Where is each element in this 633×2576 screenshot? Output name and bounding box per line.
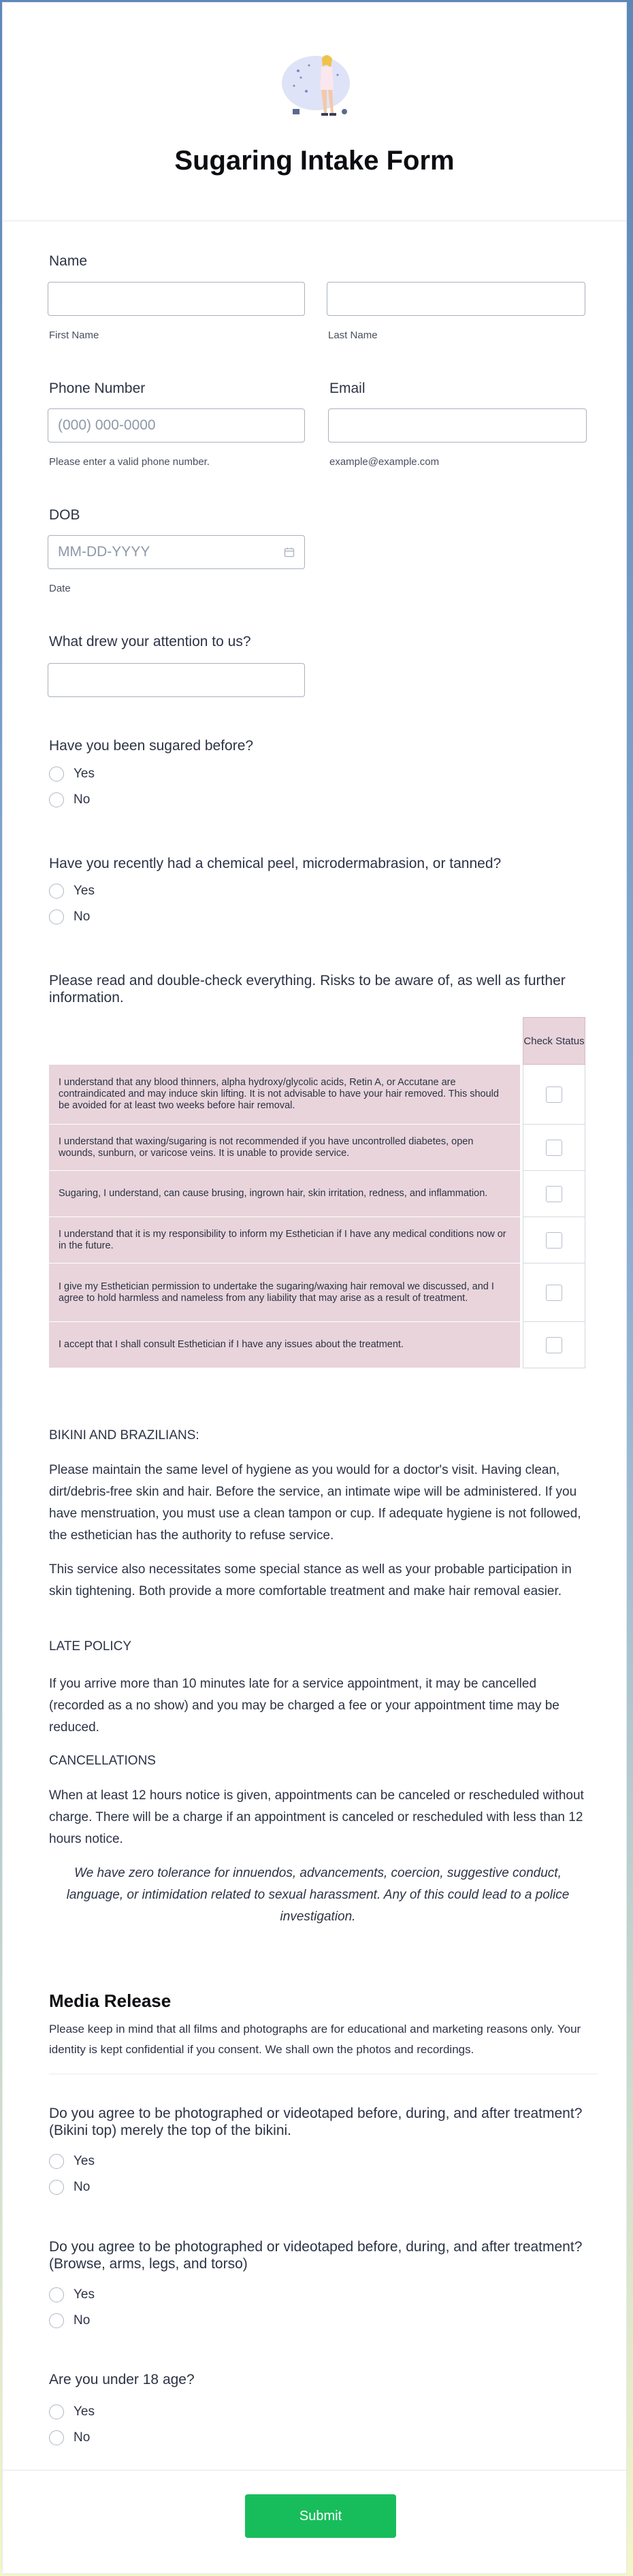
checkbox[interactable] xyxy=(546,1232,562,1249)
checkbox[interactable] xyxy=(546,1140,562,1156)
attention-label: What drew your attention to us? xyxy=(49,634,251,649)
bikini-paragraph-2: This service also necessitates some special stance as well as your probable participation in skin tightening. Both provide a more comfortable treatment and make hair removal easier. xyxy=(49,1562,572,1598)
matrix-row-text: I understand that any blood thinners, alpha hydroxy/glycolic acids, Retin A, or Accutane are contraindicated and may induce skin lifting. It is not advisable to have your hair removed. This should be avoided for at least two weeks before hair removal. xyxy=(49,1065,520,1125)
matrix-row-check[interactable] xyxy=(523,1171,585,1217)
radio-label: Yes xyxy=(74,2404,95,2419)
phone-input[interactable]: (000) 000-0000 xyxy=(48,408,305,442)
form-header xyxy=(3,3,626,221)
matrix-row-check[interactable] xyxy=(523,1217,585,1263)
late-policy-paragraph: If you arrive more than 10 minutes late for a service appointment, it may be cancelled (recorded as a no show) and you may be charged a fee or your appointment time may be reduced. xyxy=(49,1677,559,1735)
media-q1-label: Do you agree to be photographed or videotaped before, during, and after treatment? (Bikini top) merely the top of the bikini. xyxy=(49,2106,583,2138)
radio-label: Yes xyxy=(74,2287,95,2302)
radio-circle[interactable] xyxy=(49,2404,64,2419)
media-q1-option-no[interactable] xyxy=(49,2180,90,2195)
email-label: Email xyxy=(329,381,366,396)
radio-label: No xyxy=(74,2430,91,2445)
matrix-row-check[interactable] xyxy=(523,1322,585,1368)
media-q3-option-yes[interactable] xyxy=(49,2404,95,2419)
matrix-row-check[interactable] xyxy=(523,1263,585,1322)
matrix-row-text: I understand that waxing/sugaring is not recommended if you have uncontrolled diabetes, open wounds, sunburn, or varicose veins. It is unable to provide service. xyxy=(49,1125,520,1171)
attention-input[interactable] xyxy=(48,663,305,697)
cancellations-paragraph: When at least 12 hours notice is given, appointments can be canceled or rescheduled without charge. There will be a charge if an appointment is canceled or rescheduled with less than 12 hours notice. xyxy=(49,1788,584,1846)
sugared-option-no[interactable] xyxy=(49,792,90,807)
checkbox[interactable] xyxy=(546,1186,562,1202)
bikini-paragraph-1: Please maintain the same level of hygiene as you would for a doctor's visit. Having clean, dirt/debris-free skin and hair. Before the service, an intimate wipe will be administered. If you have menstruation, you must use a clean tampon or cup. If adequate hygiene is not followed, the esthetician has the authority to refuse service. xyxy=(49,1463,581,1543)
media-q2-option-no[interactable] xyxy=(49,2313,90,2328)
radio-label: No xyxy=(74,909,91,924)
radio-label: Yes xyxy=(74,767,95,781)
radio-circle[interactable] xyxy=(49,2287,64,2302)
radio-circle[interactable] xyxy=(49,2430,64,2445)
cancellations-heading: CANCELLATIONS xyxy=(49,1754,156,1768)
media-q2-option-yes[interactable] xyxy=(49,2287,95,2302)
matrix-row-text: I accept that I shall consult Esthetician if I have any issues about the treatment. xyxy=(49,1322,520,1368)
dob-input[interactable] xyxy=(48,535,305,569)
phone-label: Phone Number xyxy=(49,381,146,396)
radio-circle[interactable] xyxy=(49,2180,64,2195)
matrix-label: Please read and double-check everything. Risks to be aware of, as well as further information. xyxy=(49,973,566,1005)
matrix-column-header: Check Status xyxy=(523,1017,585,1065)
form-title: Sugaring Intake Form xyxy=(174,146,455,176)
woman-illustration-logo xyxy=(276,50,361,120)
sugared-label: Have you been sugared before? xyxy=(49,738,254,754)
radio-circle[interactable] xyxy=(49,767,64,782)
last-name-input[interactable] xyxy=(327,282,585,316)
peel-label: Have you recently had a chemical peel, microdermabrasion, or tanned? xyxy=(49,856,502,871)
media-q3-label: Are you under 18 age? xyxy=(49,2372,195,2387)
radio-circle[interactable] xyxy=(49,909,64,924)
sugared-option-yes[interactable] xyxy=(49,767,95,782)
checkbox[interactable] xyxy=(546,1337,562,1353)
matrix-row-check[interactable] xyxy=(523,1125,585,1171)
name-label: Name xyxy=(49,253,88,269)
media-q1-option-yes[interactable] xyxy=(49,2154,95,2169)
dob-placeholder: MM-DD-YYYY xyxy=(58,544,150,560)
radio-circle[interactable] xyxy=(49,2313,64,2328)
checkbox[interactable] xyxy=(546,1285,562,1301)
first-name-input[interactable] xyxy=(48,282,305,316)
radio-label: Yes xyxy=(74,884,95,898)
matrix-row-check[interactable] xyxy=(523,1065,585,1125)
dob-sublabel: Date xyxy=(49,583,71,594)
matrix-row-text: I understand that it is my responsibility to inform my Esthetician if I have any medical conditions now or in the future. xyxy=(49,1217,520,1263)
late-policy-heading: LATE POLICY xyxy=(49,1639,132,1654)
radio-circle[interactable] xyxy=(49,884,64,899)
bikini-heading: BIKINI AND BRAZILIANS: xyxy=(49,1428,199,1443)
matrix-row-text: I give my Esthetician permission to undertake the sugaring/waxing hair removal we discussed, and I agree to hold harmless and nameless from any liability that may arise as a result of treatment. xyxy=(49,1263,520,1322)
calendar-icon[interactable] xyxy=(284,547,295,558)
email-input[interactable] xyxy=(328,408,587,442)
peel-option-yes[interactable] xyxy=(49,884,95,899)
radio-label: No xyxy=(74,792,91,807)
media-release-title: Media Release xyxy=(49,1991,172,2011)
media-q2-label: Do you agree to be photographed or videotaped before, during, and after treatment? (Browse, arms, legs, and torso) xyxy=(49,2239,583,2272)
email-sublabel: example@example.com xyxy=(329,456,440,468)
first-name-sublabel: First Name xyxy=(49,329,99,341)
media-q3-option-no[interactable] xyxy=(49,2430,90,2445)
last-name-sublabel: Last Name xyxy=(328,329,378,341)
matrix-row-text: Sugaring, I understand, can cause brusing, ingrown hair, skin irritation, redness, and inflammation. xyxy=(49,1171,520,1217)
radio-circle[interactable] xyxy=(49,792,64,807)
submit-button[interactable]: Submit xyxy=(245,2494,396,2538)
radio-circle[interactable] xyxy=(49,2154,64,2169)
media-release-description: Please keep in mind that all films and photographs are for educational and marketing reasons only. Your identity is kept confidential if you consent. We shall own the photos and recordings. xyxy=(49,2023,581,2056)
dob-label: DOB xyxy=(49,507,80,523)
radio-label: No xyxy=(74,2180,91,2194)
phone-sublabel: Please enter a valid phone number. xyxy=(49,456,210,468)
radio-label: No xyxy=(74,2313,91,2328)
form-container xyxy=(3,3,626,2573)
zero-tolerance-statement: We have zero tolerance for innuendos, advancements, coercion, suggestive conduct, language, or intimidation related to sexual harassment. Any of this could lead to a police investigation. xyxy=(66,1866,570,1924)
radio-label: Yes xyxy=(74,2154,95,2168)
checkbox[interactable] xyxy=(546,1086,562,1103)
peel-option-no[interactable] xyxy=(49,909,90,924)
